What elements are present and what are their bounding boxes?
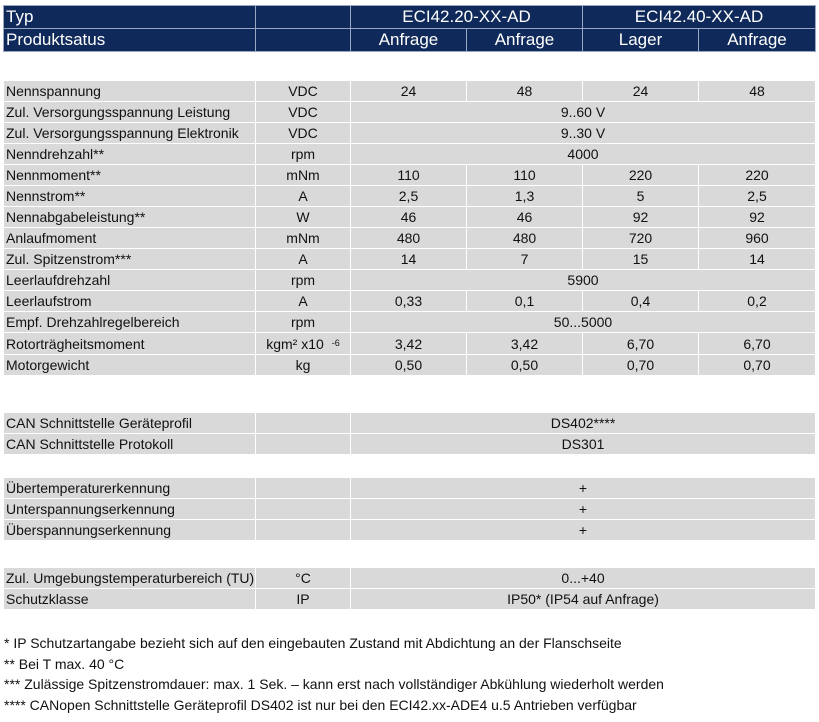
value-cell: 24 <box>583 81 699 102</box>
status-3: Lager <box>583 29 699 52</box>
value-cell: 6,70 <box>699 333 816 355</box>
value-cell: 6,70 <box>583 333 699 355</box>
value-cell: 720 <box>583 228 699 249</box>
table-row <box>4 434 816 455</box>
table-row <box>4 499 816 520</box>
value-span-cell: 50...5000 <box>351 312 816 333</box>
value-cell: 0,50 <box>351 355 467 376</box>
row-label: Anlaufmoment <box>4 228 256 249</box>
table-row <box>4 333 816 355</box>
value-cell: 0,33 <box>351 291 467 312</box>
value-cell: 14 <box>351 249 467 270</box>
table-row <box>4 249 816 270</box>
row-label: Unterspannungserkennung <box>4 499 256 520</box>
unit-text: A <box>298 293 308 309</box>
value-span-cell: 4000 <box>351 144 816 165</box>
value-cell: 7 <box>467 249 583 270</box>
row-unit <box>256 355 351 376</box>
value-cell: 46 <box>351 207 467 228</box>
value-cell: 220 <box>699 165 816 186</box>
table-row <box>4 228 816 249</box>
model-eci42-40: ECI42.40-XX-AD <box>583 6 816 29</box>
unit-text: IP <box>296 591 310 607</box>
table-row <box>4 81 816 102</box>
row-unit <box>256 413 351 434</box>
row-unit <box>256 291 351 312</box>
table-row <box>4 568 816 589</box>
row-label: Motorgewicht <box>4 355 256 376</box>
table-row <box>4 207 816 228</box>
value-cell: 5 <box>583 186 699 207</box>
row-label: Zul. Spitzenstrom*** <box>4 249 256 270</box>
value-cell: 220 <box>583 165 699 186</box>
row-label: CAN Schnittstelle Protokoll <box>4 434 256 455</box>
unit-text: A <box>298 251 308 267</box>
status-4: Anfrage <box>699 29 816 52</box>
row-unit <box>256 568 351 589</box>
header-table <box>3 5 816 52</box>
unit-exponent: -6 <box>331 338 340 348</box>
row-unit <box>256 123 351 144</box>
row-unit <box>256 144 351 165</box>
footnote-1: * IP Schutzartangabe bezieht sich auf den eingebauten Zustand mit Abdichtung an der Flanschseite <box>4 635 622 651</box>
row-label: Überspannungserkennung <box>4 520 256 541</box>
row-unit <box>256 270 351 291</box>
specs-table <box>3 80 816 376</box>
table-row <box>4 312 816 333</box>
unit-text: mNm <box>286 167 320 183</box>
unit-text: A <box>298 188 308 204</box>
can-table <box>3 412 816 455</box>
unit-text: rpm <box>290 314 316 330</box>
model-eci42-20: ECI42.20-XX-AD <box>351 6 583 29</box>
footnote-4: **** CANopen Schnittstelle Geräteprofil DS402 ist nur bei den ECI42.xx-ADE4 u.5 Antrieben verfügbar <box>4 696 637 713</box>
value-span-cell: 0...+40 <box>351 568 816 589</box>
value-span-cell: + <box>351 499 816 520</box>
row-label: Leerlaufstrom <box>4 291 256 312</box>
value-cell: 48 <box>467 81 583 102</box>
table-row <box>4 186 816 207</box>
value-cell: 24 <box>351 81 467 102</box>
row-label: Nennstrom** <box>4 186 256 207</box>
row-unit <box>256 520 351 541</box>
footnotes <box>4 633 664 715</box>
row-unit <box>256 207 351 228</box>
value-cell: 92 <box>699 207 816 228</box>
value-cell: 480 <box>351 228 467 249</box>
typ-unit-cell <box>256 6 351 29</box>
unit-text: VDC <box>288 125 318 141</box>
unit-text: W <box>296 209 310 225</box>
value-cell: 3,42 <box>467 333 583 355</box>
table-row <box>4 291 816 312</box>
value-cell: 15 <box>583 249 699 270</box>
table-row <box>4 478 816 499</box>
table-row <box>4 355 816 376</box>
row-unit <box>256 478 351 499</box>
table-row <box>4 102 816 123</box>
value-cell: 0,70 <box>583 355 699 376</box>
table-row <box>4 270 816 291</box>
row-unit <box>256 186 351 207</box>
status-label: Produktsatus <box>4 29 256 52</box>
value-cell: 2,5 <box>351 186 467 207</box>
value-cell: 0,70 <box>699 355 816 376</box>
row-label: Schutzklasse <box>4 589 256 610</box>
value-cell: 0,1 <box>467 291 583 312</box>
row-unit <box>256 81 351 102</box>
table-row <box>4 144 816 165</box>
value-cell: 480 <box>467 228 583 249</box>
unit-text: °C <box>295 570 311 586</box>
row-label: Rotorträgheitsmoment <box>4 333 256 355</box>
row-label: Empf. Drehzahlregelbereich <box>4 312 256 333</box>
table-row <box>4 520 816 541</box>
status-1: Anfrage <box>351 29 467 52</box>
table-row <box>4 123 816 144</box>
table-row <box>4 165 816 186</box>
value-cell: 110 <box>351 165 467 186</box>
row-unit <box>256 589 351 610</box>
status-row <box>4 29 816 52</box>
value-cell: 1,3 <box>467 186 583 207</box>
value-cell: 0,2 <box>699 291 816 312</box>
value-span-cell: + <box>351 478 816 499</box>
value-span-cell: 5900 <box>351 270 816 291</box>
unit-text: mNm <box>286 230 320 246</box>
status-unit-cell <box>256 29 351 52</box>
environment-table <box>3 567 816 610</box>
unit-text: rpm <box>290 146 316 162</box>
status-2: Anfrage <box>467 29 583 52</box>
unit-text: rpm <box>290 272 316 288</box>
value-span-cell: + <box>351 520 816 541</box>
row-unit <box>256 499 351 520</box>
row-label: Übertemperaturerkennung <box>4 478 256 499</box>
row-label: Nennabgabeleistung** <box>4 207 256 228</box>
type-row <box>4 6 816 29</box>
typ-label: Typ <box>4 6 256 29</box>
row-unit <box>256 249 351 270</box>
row-label: Zul. Versorgungsspannung Elektronik <box>4 123 256 144</box>
unit-text: VDC <box>288 104 318 120</box>
value-span-cell: IP50* (IP54 auf Anfrage) <box>351 589 816 610</box>
value-cell: 14 <box>699 249 816 270</box>
value-span-cell: DS301 <box>351 434 816 455</box>
table-row <box>4 413 816 434</box>
unit-text: VDC <box>288 83 318 99</box>
row-label: Zul. Umgebungstemperaturbereich (TU) <box>4 568 256 589</box>
row-unit <box>256 102 351 123</box>
value-cell: 110 <box>467 165 583 186</box>
row-label: Nenndrehzahl** <box>4 144 256 165</box>
row-unit <box>256 165 351 186</box>
value-cell: 3,42 <box>351 333 467 355</box>
row-unit <box>256 434 351 455</box>
row-label: Nennmoment** <box>4 165 256 186</box>
value-cell: 0,50 <box>467 355 583 376</box>
value-cell: 92 <box>583 207 699 228</box>
value-cell: 48 <box>699 81 816 102</box>
row-label: Zul. Versorgungsspannung Leistung <box>4 102 256 123</box>
value-cell: 46 <box>467 207 583 228</box>
table-row <box>4 589 816 610</box>
protection-table <box>3 477 816 541</box>
footnote-2: ** Bei T max. 40 °C <box>4 655 125 672</box>
footnote-3: *** Zulässige Spitzenstromdauer: max. 1 Sek. – kann erst nach vollständiger Abkühlung wiederholt werden <box>4 676 664 692</box>
unit-text: kgm² x10 <box>266 336 324 352</box>
row-unit <box>256 333 351 355</box>
row-label: Leerlaufdrehzahl <box>4 270 256 291</box>
unit-text: kg <box>295 357 311 373</box>
row-label: CAN Schnittstelle Geräteprofil <box>4 413 256 434</box>
value-span-cell: 9..60 V <box>351 102 816 123</box>
value-cell: 2,5 <box>699 186 816 207</box>
value-span-cell: DS402**** <box>351 413 816 434</box>
row-unit <box>256 312 351 333</box>
value-span-cell: 9..30 V <box>351 123 816 144</box>
value-cell: 0,4 <box>583 291 699 312</box>
row-label: Nennspannung <box>4 81 256 102</box>
value-cell: 960 <box>699 228 816 249</box>
row-unit <box>256 228 351 249</box>
